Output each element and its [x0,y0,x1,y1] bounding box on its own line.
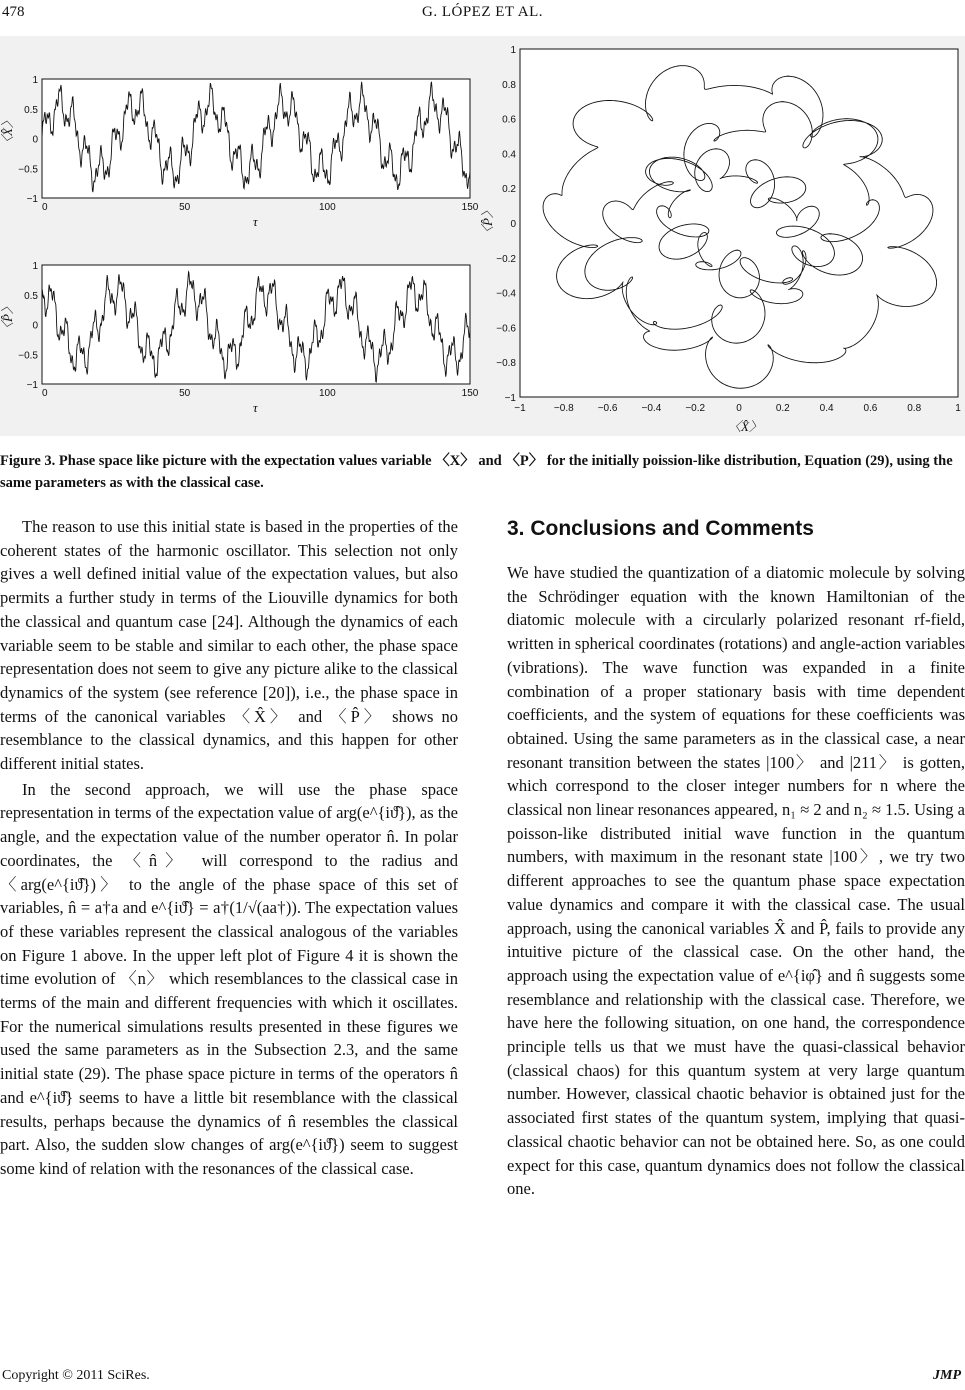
figure-3 [0,36,965,436]
x-tick-label: 0 [736,403,742,414]
x-tick-label: 1 [955,403,961,414]
y-label-p: 〈P̂〉 [0,301,15,335]
y-tick-label: 0.8 [502,79,516,91]
x-tick-label: 0 [42,202,48,213]
x-tick-label: 150 [461,388,479,399]
left-column [0,515,458,1181]
x-tick-label: 100 [318,388,336,399]
x-tick-label: 0.2 [775,403,790,414]
right-column [507,515,965,1201]
y-tick-label: −1 [26,194,38,205]
plot-phase-space [480,36,961,436]
y-tick-label: −0.6 [496,323,516,335]
y-tick-label: −0.5 [18,164,38,176]
y-tick-label: 1 [510,45,516,56]
figure-caption: Figure 3. Phase space like picture with the expectation values variable 〈X〉 and 〈P〉 for the initially poission-like distribution, Equation (29), using the same parameters as with the classical case. [0,453,953,491]
x-tick-label: −1 [514,403,526,414]
x-tick-label: −0.8 [553,403,574,414]
y-tick-label: −1 [26,380,38,391]
paragraph: In the second approach, we will use the phase space representation in terms of the expectation value of arg(e^{iϑ̂}), as the angle, and the expectation value of the number operator n̂. In polar coordinates, the 〈n̂〉 will correspond to the radius and 〈arg(e^{iϑ̂})〉 to the angle of the phase space of this set of variables, n̂ = a†a and e^{iϑ̂} = a†(1/√(aa†)). The expectation values of these variables represent the classical analogous of the variables on Figure 1 above. In the upper left plot of Figure 4 it is shown the time evolution of 〈n〉 which resemblances to the classical case in terms of the main and different frequencies with which it oscillates. For the numerical simulations results presented in these figures we used the same parameters as in the Subsection 2.3, and the same initial state (29). The phase space picture in terms of the operators n̂ and e^{iϑ̂} seems to have a little bit resemblance with the classical results, perhaps because the dynamics of n̂ resembles the classical part. Also, the sudden slow changes of arg(e^{iϑ̂}) seem to suggest some kind of relation with the resonances of the classical case. [0,779,458,1178]
y-tick-label: 0 [510,219,516,230]
x-tick-label: 50 [179,202,191,213]
y-tick-label: 1 [32,261,38,272]
x-label-tau: τ [253,214,258,229]
y-label-phase: 〈P̂〉 [480,205,495,239]
x-tick-label: 0.6 [863,403,878,414]
y-tick-label: 0.6 [502,114,516,126]
y-tick-label: 1 [32,75,38,86]
paragraph: We have studied the quantization of a diatomic molecule by solving the Schrödinger equation with the known Hamiltonian of the diatomic molecule with a circularly polarized resonant rf-field, written in spherical coordinates (rotations) and angle-action variables (vibrations). The wave function was expanded in a finite combination of a proper stationary basis with time dependent coefficients, and the system of equations for these coefficients was obtained. Using the same parameters as in the classical case, a near resonant transition between the states |100〉 and |211〉 is gotten, which correspond to the closer integer numbers for n where the classical non linear resonances appeared, n₁ ≈ 2 and n₂ ≈ 1.5. Using a poisson-like distributed initial wave function in the quantum numbers, with maximum in the resonant state |100〉, we try two different approaches to see the quantum phase space expectation value dynamics and compare it with the classical case. The usual approach, using the canonical variables X̂ and P̂, fails to provide any intuitive picture of the classical case. On the other hand, the approach using the expectation value of e^{iφ̂} and n̂ suggests some resemblance and relationship with the classical case. Therefore, we have here the following situation, on one hand, the correspondence principle tells us that we must have the quasi-classical behavior (classical chaos) for this quantum system at very large quantum number. However, classical chaotic behavior is obtained just for the associated first states of the quantum system, implying that quasi-classical chaotic behavior can not be obtained here. So, as one could expect for this case, quantum dynamics does not follow the classical one. [507,563,965,1199]
y-tick-label: 0 [32,134,38,146]
y-tick-label: −0.5 [18,350,38,362]
x-tick-label: −0.6 [597,403,618,414]
plot-p-vs-tau [0,222,479,422]
x-tick-label: 100 [318,202,336,213]
journal-name: JMP [933,1368,961,1383]
page-number: 478 [2,4,25,20]
x-tick-label: −0.2 [685,403,706,414]
y-tick-label: 0.4 [502,149,516,161]
plot-x-vs-tau [0,36,479,236]
y-tick-label: 0.5 [24,104,38,116]
x-tick-label: 0.8 [907,403,922,414]
y-tick-label: 0 [32,320,38,332]
x-tick-label: 50 [179,388,191,399]
y-tick-label: 0.5 [24,290,38,302]
x-tick-label: 0.4 [819,403,834,414]
y-tick-label: −0.4 [496,288,516,300]
y-tick-label: −0.8 [496,358,516,370]
running-authors: G. LÓPEZ ET AL. [422,4,543,20]
y-tick-label: −1 [504,393,516,404]
x-tick-label: −0.4 [641,403,662,414]
copyright: Copyright © 2011 SciRes. [2,1368,150,1383]
section-title: 3. Conclusions and Comments [507,517,814,540]
paragraph: The reason to use this initial state is based in the properties of the coherent states of the harmonic oscillator. This selection not only gives a well defined initial value of the expectation values, but also permits a further study in terms of the Liouville dynamics for both the classical and quantum case [24]. Although the dynamics of each variable seem to be stable and similar to each other, the phase space representation does not seem to give any picture alike to the classical dynamics of the system (see reference [20]), i.e., the phase space in terms of the canonical variables 〈X̂〉 and 〈P̂〉 shows no resemblance to the classical dynamics, and this happen for other different initial states. [0,517,458,774]
y-tick-label: 0.2 [502,184,516,196]
x-tick-label: 150 [461,202,479,213]
x-label-tau: τ [253,400,258,415]
y-tick-label: −0.2 [496,253,516,265]
page-header [0,4,965,26]
x-label-phase: 〈X̂〉 [728,419,762,434]
x-tick-label: 0 [42,388,48,399]
y-label-x: 〈X̂〉 [0,115,15,149]
